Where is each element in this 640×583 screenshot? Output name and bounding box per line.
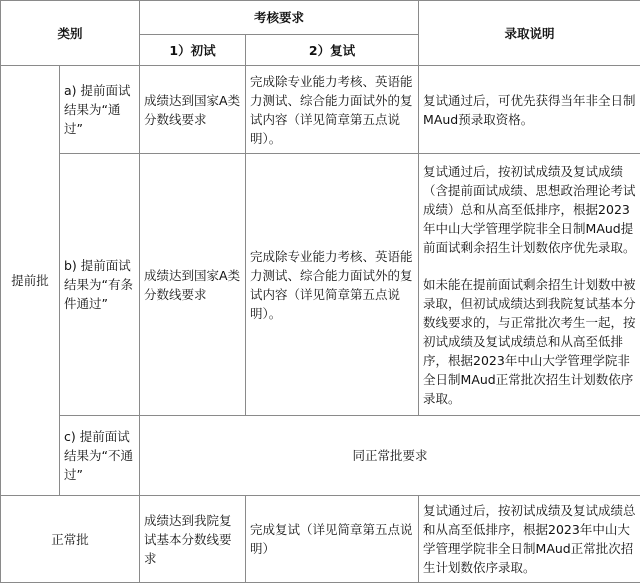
admission-note-b-paragraph-1: 复试通过后，按初试成绩及复试成绩（含提前面试成绩、思想政治理论考试成绩）总和从高至低排序，根据2023年中山大学管理学院非全日制MAud提前面试剩余招生计划数依序优先录取。 (423, 162, 636, 257)
merged-requirement-c: 同正常批要求 (140, 416, 640, 496)
normal-first-exam: 成绩达到我院复试基本分数线要求 (140, 496, 246, 583)
admission-note-header: 录取说明 (419, 1, 640, 66)
normal-second-exam: 完成复试（详见简章第五点说明） (246, 496, 419, 583)
normal-batch-label: 正常批 (1, 496, 140, 583)
header-row-1 (1, 1, 640, 35)
assessment-header: 考核要求 (140, 1, 419, 35)
early-batch-row-b (1, 154, 640, 416)
admission-note-b-paragraph-2: 如未能在提前面试剩余招生计划数中被录取，但初试成绩达到我院复试基本分数线要求的，与正常批次考生一起，按初试成绩及复试成绩总和从高至低排序，根据2023年中山大学管理学院非全日制MAud正常批次招生计划数依序录取。 (423, 275, 636, 408)
sub-category-b: b) 提前面试结果为“有条件通过” (60, 154, 140, 416)
normal-admission-note: 复试通过后，按初试成绩及复试成绩总和从高至低排序，根据2023年中山大学管理学院非全日制MAud正常批次招生计划数依序录取。 (419, 496, 640, 583)
admission-note-a: 复试通过后，可优先获得当年非全日制MAud预录取资格。 (419, 66, 640, 154)
sub-category-c: c) 提前面试结果为“不通过” (60, 416, 140, 496)
first-exam-a: 成绩达到国家A类分数线要求 (140, 66, 246, 154)
second-exam-header: 2）复试 (246, 35, 419, 66)
second-exam-b: 完成除专业能力考核、英语能力测试、综合能力面试外的复试内容（详见简章第五点说明）。 (246, 154, 419, 416)
admission-note-b (419, 154, 640, 416)
sub-category-a: a) 提前面试结果为“通过” (60, 66, 140, 154)
early-batch-row-a (1, 66, 640, 154)
early-batch-row-c (1, 416, 640, 496)
first-exam-header: 1）初试 (140, 35, 246, 66)
second-exam-a: 完成除专业能力考核、英语能力测试、综合能力面试外的复试内容（详见简章第五点说明）。 (246, 66, 419, 154)
early-batch-label: 提前批 (1, 66, 60, 496)
category-header: 类别 (1, 1, 140, 66)
normal-batch-row (1, 496, 640, 583)
first-exam-b: 成绩达到国家A类分数线要求 (140, 154, 246, 416)
